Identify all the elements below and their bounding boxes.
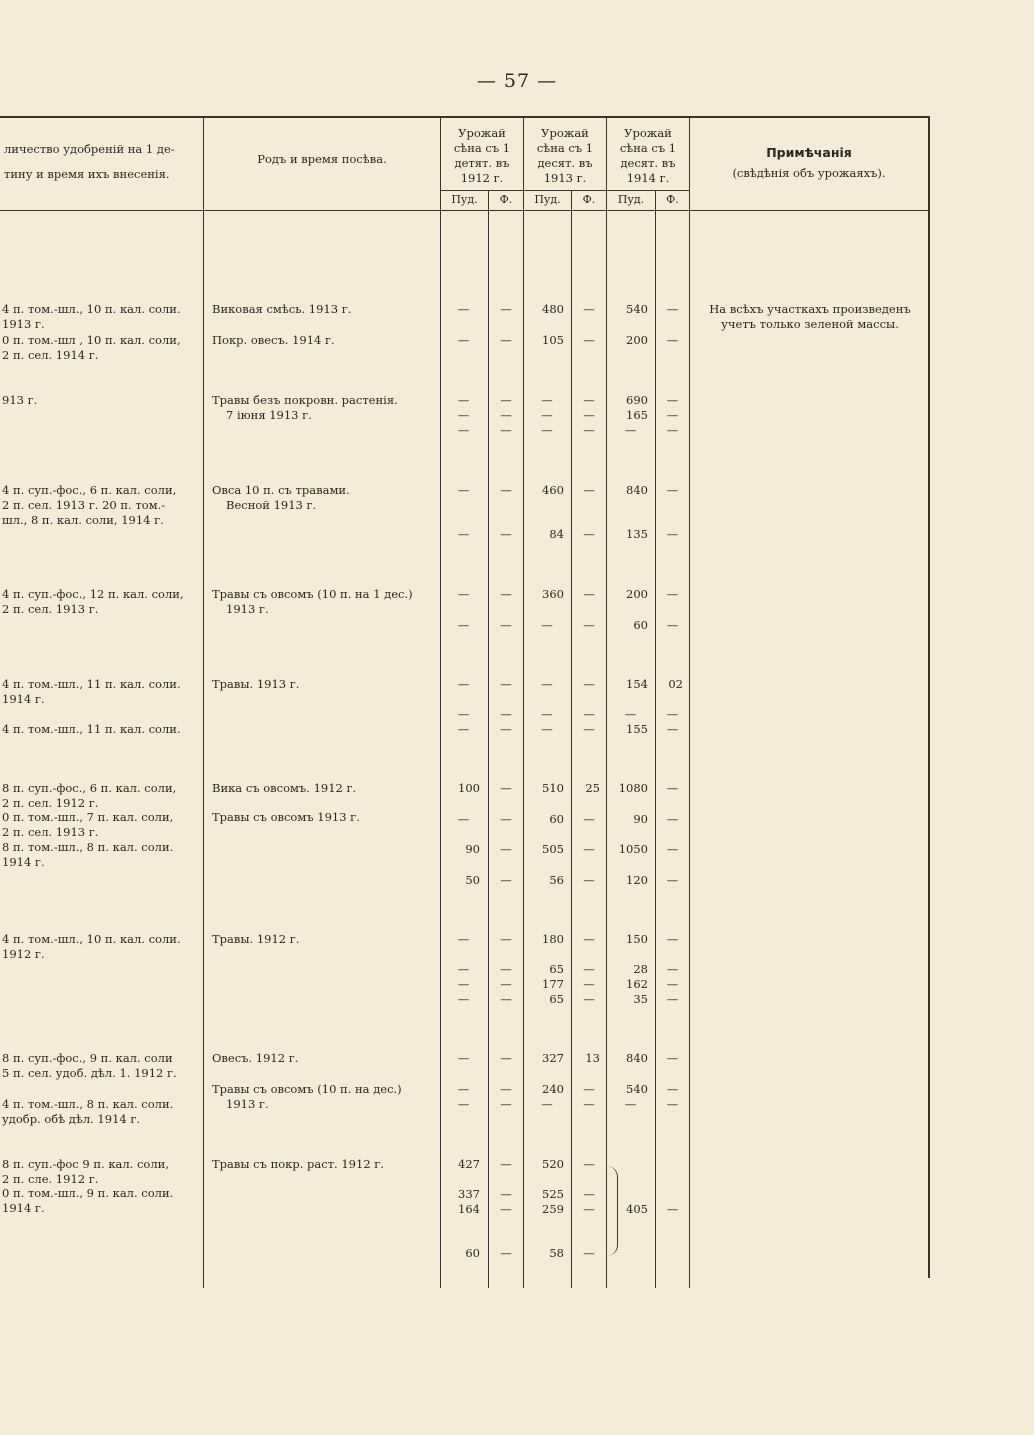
yield-cell: — bbox=[457, 1097, 470, 1111]
yield-cell: — bbox=[541, 423, 553, 437]
yield-cell: — bbox=[500, 302, 512, 316]
crop-line: Травы. 1913 г. bbox=[212, 677, 300, 691]
yield-cell: — bbox=[666, 483, 679, 497]
yield-cell: — bbox=[583, 812, 595, 826]
yield-cell: — bbox=[457, 962, 470, 976]
yield-cell: 840 bbox=[626, 483, 648, 497]
yield-cell: — bbox=[457, 483, 470, 497]
yield-cell: 02 bbox=[668, 677, 683, 691]
subheader-f-1914: Ф. bbox=[666, 193, 679, 206]
yield-cell: 25 bbox=[585, 781, 600, 795]
fertilizer-entry bbox=[2, 587, 200, 617]
yield-cell: — bbox=[500, 722, 512, 736]
yield-cell: 150 bbox=[626, 932, 648, 946]
yield-cell: 505 bbox=[542, 842, 564, 856]
crop-entry bbox=[212, 333, 438, 348]
yield-cell: — bbox=[583, 977, 595, 991]
yield-cell: — bbox=[666, 962, 679, 976]
fertilizer-line: 4 п. том.-шл., 8 п. кал. соли. bbox=[2, 1097, 174, 1111]
crop-entry bbox=[212, 677, 438, 692]
fertilizer-entry bbox=[2, 1186, 200, 1216]
crop-line: Травы безъ покровн. растенія. bbox=[212, 393, 398, 407]
subheader-rule-1914 bbox=[607, 190, 689, 191]
yield-cell: — bbox=[583, 1082, 595, 1096]
yield-cell: 60 bbox=[465, 1246, 480, 1260]
yield-cell: — bbox=[541, 707, 553, 721]
yield-cell: — bbox=[500, 527, 512, 541]
yield-cell: — bbox=[500, 423, 512, 437]
crop-line: Овесъ. 1912 г. bbox=[212, 1051, 299, 1065]
yield-cell: — bbox=[500, 587, 512, 601]
yield-cell: — bbox=[666, 1082, 679, 1096]
yield-cell: 259 bbox=[542, 1202, 564, 1216]
crop-line: Вика съ овсомъ. 1912 г. bbox=[212, 781, 357, 795]
fertilizer-entry bbox=[2, 483, 200, 528]
yield-cell: — bbox=[500, 618, 512, 632]
yield-cell: — bbox=[666, 842, 679, 856]
col-rule-fertilizer bbox=[203, 118, 204, 1288]
yield-cell: — bbox=[583, 393, 595, 407]
header-fertilizer: личество удобреній на 1 де- тину и время ихъ внесенія. bbox=[4, 142, 175, 181]
fertilizer-line: 0 п. том.-шл., 9 п. кал. соли. bbox=[2, 1186, 174, 1200]
col-rule-right-edge bbox=[928, 118, 930, 1278]
fertilizer-entry bbox=[2, 722, 200, 737]
header-bottom-rule bbox=[0, 210, 930, 211]
yield-cell: — bbox=[500, 707, 512, 721]
fertilizer-entry bbox=[2, 1157, 200, 1187]
subheader-rule-1913 bbox=[524, 190, 606, 191]
yield-cell: 690 bbox=[626, 393, 648, 407]
col-rule-1912-sub bbox=[488, 190, 489, 1288]
header-yield-1913: Урожай сѣна съ 1 десят. въ 1913 г. bbox=[536, 126, 594, 185]
yield-cell: — bbox=[583, 722, 595, 736]
crop-line: Травы. 1912 г. bbox=[212, 932, 300, 946]
crop-line: 1913 г. bbox=[226, 1097, 269, 1111]
yield-cell: — bbox=[666, 932, 679, 946]
yield-cell: 120 bbox=[626, 873, 648, 887]
crop-line: Весной 1913 г. bbox=[226, 498, 317, 512]
fertilizer-line: 4 п. том.-шл., 11 п. кал. соли. bbox=[2, 677, 181, 691]
yield-cell: 90 bbox=[465, 842, 480, 856]
yield-cell: — bbox=[666, 1202, 679, 1216]
yield-cell: 510 bbox=[542, 781, 564, 795]
crop-entry bbox=[212, 932, 438, 947]
crop-line: Травы съ овсомъ 1913 г. bbox=[212, 810, 360, 824]
yield-cell: — bbox=[457, 677, 470, 691]
fertilizer-entry bbox=[2, 932, 200, 962]
crop-line: Травы съ овсомъ (10 п. на 1 дес.) bbox=[212, 587, 413, 601]
yield-cell: — bbox=[666, 781, 679, 795]
yield-cell: — bbox=[583, 1157, 595, 1171]
yield-cell: — bbox=[624, 1097, 637, 1111]
yield-cell: — bbox=[583, 302, 595, 316]
fertilizer-line: 1913 г. bbox=[2, 317, 45, 331]
header-yield-1912: Урожай сѣна съ 1 детят. въ 1912 г. bbox=[453, 126, 511, 185]
fertilizer-line: 913 г. bbox=[2, 393, 38, 407]
yield-cell: — bbox=[457, 722, 470, 736]
yield-cell: — bbox=[666, 527, 679, 541]
crop-entry bbox=[212, 810, 438, 825]
yield-cell: — bbox=[457, 333, 470, 347]
header-notes: Примѣчанія (свѣдѣнія объ урожаяхъ). bbox=[732, 145, 886, 180]
yield-cell: — bbox=[583, 842, 595, 856]
fertilizer-line: 8 п. суп.-фос., 6 п. кал. соли, bbox=[2, 781, 177, 795]
yield-cell: — bbox=[457, 1051, 470, 1065]
yield-cell: — bbox=[500, 873, 512, 887]
yield-cell: — bbox=[583, 423, 595, 437]
crop-entry bbox=[212, 781, 438, 796]
yield-cell: — bbox=[583, 1202, 595, 1216]
yield-cell: — bbox=[500, 333, 512, 347]
yield-cell: 200 bbox=[626, 587, 648, 601]
yield-cell: — bbox=[500, 977, 512, 991]
yield-cell: — bbox=[583, 408, 595, 422]
yield-cell: 13 bbox=[585, 1051, 600, 1065]
fertilizer-line: удобр. обѣ дѣл. 1914 г. bbox=[2, 1112, 141, 1126]
fertilizer-entry bbox=[2, 840, 200, 870]
yield-cell: 525 bbox=[542, 1187, 564, 1201]
yield-cell: — bbox=[500, 1082, 512, 1096]
yield-cell: 105 bbox=[542, 333, 564, 347]
yield-cell: 154 bbox=[626, 677, 648, 691]
yield-cell: — bbox=[500, 408, 512, 422]
crop-line: Виковая смѣсь. 1913 г. bbox=[212, 302, 352, 316]
yield-cell: 155 bbox=[626, 722, 648, 736]
yield-cell: 50 bbox=[465, 873, 480, 887]
yield-cell: — bbox=[541, 677, 553, 691]
yield-cell: — bbox=[583, 962, 595, 976]
crop-entry bbox=[212, 393, 438, 423]
yield-cell: 65 bbox=[549, 962, 564, 976]
yield-cell: 162 bbox=[626, 977, 648, 991]
fertilizer-entry bbox=[2, 810, 200, 840]
yield-cell: 1080 bbox=[618, 781, 648, 795]
crop-entry bbox=[212, 483, 438, 513]
yield-cell: 337 bbox=[458, 1187, 480, 1201]
yield-cell: — bbox=[500, 1202, 512, 1216]
yield-cell: — bbox=[500, 992, 512, 1006]
crop-line: Покр. овесъ. 1914 г. bbox=[212, 333, 335, 347]
col-rule-1913 bbox=[606, 118, 607, 1288]
fertilizer-line: 8 п. суп.-фос 9 п. кал. соли, bbox=[2, 1157, 169, 1171]
crop-entry bbox=[212, 1157, 438, 1172]
header-yield-1914: Урожай сѣна съ 1 десят. въ 1914 г. bbox=[619, 126, 677, 185]
yield-cell: 200 bbox=[626, 333, 648, 347]
yield-cell: — bbox=[666, 977, 679, 991]
yield-cell: — bbox=[500, 1187, 512, 1201]
yield-cell: — bbox=[624, 707, 637, 721]
fertilizer-line: 4 п. том.-шл., 10 п. кал. соли. bbox=[2, 932, 181, 946]
col-rule-1914 bbox=[689, 118, 690, 1288]
yield-cell: — bbox=[457, 707, 470, 721]
yield-cell: — bbox=[457, 932, 470, 946]
yield-cell: — bbox=[500, 677, 512, 691]
yield-cell: 427 bbox=[458, 1157, 480, 1171]
fertilizer-line: 4 п. том.-шл., 11 п. кал. соли. bbox=[2, 722, 181, 736]
yield-cell: — bbox=[666, 722, 679, 736]
yield-cell: — bbox=[541, 1097, 553, 1111]
yield-cell: — bbox=[583, 483, 595, 497]
subheader-pud-1913: Пуд. bbox=[534, 193, 561, 206]
fertilizer-line: 8 п. суп.-фос., 9 п. кал. соли bbox=[2, 1051, 173, 1065]
yield-cell: 327 bbox=[542, 1051, 564, 1065]
yield-cell: — bbox=[583, 618, 595, 632]
subheader-rule-1912 bbox=[441, 190, 523, 191]
yield-cell: — bbox=[500, 1157, 512, 1171]
fertilizer-entry bbox=[2, 677, 200, 707]
yield-cell: — bbox=[457, 393, 470, 407]
yield-cell: — bbox=[541, 393, 553, 407]
yield-cell: — bbox=[583, 333, 595, 347]
yield-cell: — bbox=[500, 1097, 512, 1111]
yield-cell: — bbox=[541, 618, 553, 632]
yield-cell: 84 bbox=[549, 527, 564, 541]
yield-cell: — bbox=[457, 618, 470, 632]
yield-cell: — bbox=[666, 812, 679, 826]
fertilizer-line: 0 п. том.-шл., 7 п. кал. соли, bbox=[2, 810, 174, 824]
yield-cell: — bbox=[541, 408, 553, 422]
yield-cell: — bbox=[541, 722, 553, 736]
yield-cell: 35 bbox=[633, 992, 648, 1006]
yield-cell: 177 bbox=[542, 977, 564, 991]
yield-cell: — bbox=[666, 423, 679, 437]
yield-cell: — bbox=[500, 483, 512, 497]
yield-cell: 1050 bbox=[618, 842, 648, 856]
header-crop: Родъ и время посѣва. bbox=[257, 152, 387, 166]
yield-cell: 460 bbox=[542, 483, 564, 497]
yield-cell: — bbox=[500, 781, 512, 795]
subheader-pud-1914: Пуд. bbox=[617, 193, 645, 206]
yield-cell: — bbox=[457, 423, 470, 437]
subheader-f-1912: Ф. bbox=[499, 193, 513, 206]
crop-entry bbox=[212, 302, 438, 317]
crop-line: Овса 10 п. съ травами. bbox=[212, 483, 350, 497]
fertilizer-line: 1914 г. bbox=[2, 692, 45, 706]
yield-cell: — bbox=[457, 527, 470, 541]
fertilizer-entry bbox=[2, 302, 200, 332]
yield-cell: — bbox=[583, 1187, 595, 1201]
notes-text: На всѣхъ участкахъ произведенъ учетъ только зеленой массы. bbox=[709, 302, 911, 331]
fertilizer-line: 1914 г. bbox=[2, 855, 45, 869]
brace-1914-merged bbox=[607, 1166, 618, 1256]
yield-cell: — bbox=[666, 408, 679, 422]
yield-cell: — bbox=[457, 408, 470, 422]
fertilizer-entry bbox=[2, 333, 200, 363]
yield-cell: — bbox=[583, 587, 595, 601]
yield-cell: 840 bbox=[626, 1051, 648, 1065]
fertilizer-line: 2 п. сел. 1913 г. bbox=[2, 825, 99, 839]
fertilizer-line: 4 п. том.-шл., 10 п. кал. соли. bbox=[2, 302, 181, 316]
yield-cell: 100 bbox=[458, 781, 480, 795]
yield-cell: 520 bbox=[542, 1157, 564, 1171]
yield-cell: 165 bbox=[626, 408, 648, 422]
yield-cell: — bbox=[457, 302, 470, 316]
fertilizer-line: 2 п. сле. 1912 г. bbox=[2, 1172, 99, 1186]
fertilizer-line: 0 п. том.-шл , 10 п. кал. соли, bbox=[2, 333, 181, 347]
yield-cell: 56 bbox=[549, 873, 564, 887]
yield-cell: 180 bbox=[542, 932, 564, 946]
crop-entry bbox=[212, 1051, 438, 1066]
table-top-rule bbox=[0, 116, 930, 118]
yield-cell: 58 bbox=[549, 1246, 564, 1260]
yield-cell: — bbox=[583, 707, 595, 721]
yield-cell: — bbox=[500, 962, 512, 976]
fertilizer-line: 1912 г. bbox=[2, 947, 45, 961]
yield-cell: — bbox=[666, 873, 679, 887]
page-number: — 57 — bbox=[476, 70, 558, 92]
fertilizer-line: 1914 г. bbox=[2, 1201, 45, 1215]
yield-cell: 90 bbox=[633, 812, 648, 826]
fertilizer-line: 5 п. сел. удоб. дѣл. 1. 1912 г. bbox=[2, 1066, 177, 1080]
yield-cell: 360 bbox=[542, 587, 564, 601]
yield-cell: — bbox=[500, 812, 512, 826]
subheader-f-1913: Ф. bbox=[582, 193, 596, 206]
yield-cell: — bbox=[583, 992, 595, 1006]
yield-cell: 540 bbox=[626, 302, 648, 316]
yield-cell: — bbox=[583, 527, 595, 541]
fertilizer-entry bbox=[2, 393, 200, 408]
yield-cell: — bbox=[666, 618, 679, 632]
yield-cell: 135 bbox=[626, 527, 648, 541]
fertilizer-line: шл., 8 п. кал. соли, 1914 г. bbox=[2, 513, 164, 527]
yield-cell: — bbox=[583, 1097, 595, 1111]
yield-cell: — bbox=[500, 393, 512, 407]
fertilizer-line: 4 п. суп.-фос., 12 п. кал. соли, bbox=[2, 587, 184, 601]
yield-cell: — bbox=[666, 393, 679, 407]
yield-cell: — bbox=[500, 1246, 512, 1260]
yield-cell: 65 bbox=[549, 992, 564, 1006]
crop-line: 7 іюня 1913 г. bbox=[226, 408, 312, 422]
yield-cell: 28 bbox=[633, 962, 648, 976]
yield-cell: 405 bbox=[626, 1202, 648, 1216]
yield-cell: — bbox=[500, 842, 512, 856]
yield-cell: — bbox=[457, 992, 470, 1006]
fertilizer-line: 2 п. сел. 1913 г. bbox=[2, 602, 99, 616]
yield-cell: — bbox=[457, 977, 470, 991]
yield-cell: 60 bbox=[549, 812, 564, 826]
yield-cell: — bbox=[666, 302, 679, 316]
fertilizer-line: 2 п. сел. 1913 г. 20 п. том.- bbox=[2, 498, 166, 512]
crop-line: Травы съ покр. раст. 1912 г. bbox=[212, 1157, 384, 1171]
col-rule-crop bbox=[440, 118, 441, 1288]
col-rule-1914-sub bbox=[655, 190, 656, 1288]
yield-cell: — bbox=[500, 932, 512, 946]
crop-entry bbox=[212, 1082, 438, 1112]
fertilizer-line: 2 п. сел. 1914 г. bbox=[2, 348, 99, 362]
crop-entry bbox=[212, 587, 438, 617]
fertilizer-line: 8 п. том.-шл., 8 п. кал. соли. bbox=[2, 840, 174, 854]
yield-cell: — bbox=[583, 1246, 595, 1260]
yield-cell: 480 bbox=[542, 302, 564, 316]
yield-cell: — bbox=[666, 333, 679, 347]
yield-cell: — bbox=[457, 812, 470, 826]
yield-cell: 164 bbox=[458, 1202, 480, 1216]
yield-cell: — bbox=[666, 992, 679, 1006]
yield-cell: — bbox=[457, 1082, 470, 1096]
fertilizer-entry bbox=[2, 1051, 200, 1081]
fertilizer-line: 4 п. суп.-фос., 6 п. кал. соли, bbox=[2, 483, 177, 497]
fertilizer-entry bbox=[2, 1097, 200, 1127]
fertilizer-line: 2 п. сел. 1912 г. bbox=[2, 796, 99, 810]
yield-cell: — bbox=[583, 932, 595, 946]
yield-cell: — bbox=[583, 873, 595, 887]
yield-cell: — bbox=[666, 587, 679, 601]
fertilizer-entry bbox=[2, 781, 200, 811]
yield-cell: 540 bbox=[626, 1082, 648, 1096]
col-rule-1912 bbox=[523, 118, 524, 1288]
yield-cell: 60 bbox=[633, 618, 648, 632]
yield-cell: — bbox=[457, 587, 470, 601]
yield-cell: — bbox=[666, 1051, 679, 1065]
yield-cell: — bbox=[666, 1097, 679, 1111]
subheader-pud-1912: Пуд. bbox=[451, 193, 478, 206]
yield-cell: — bbox=[666, 707, 679, 721]
yield-cell: 240 bbox=[542, 1082, 564, 1096]
yield-cell: — bbox=[500, 1051, 512, 1065]
yield-cell: — bbox=[624, 423, 637, 437]
col-rule-1913-sub bbox=[571, 190, 572, 1288]
crop-line: Травы съ овсомъ (10 п. на дес.) bbox=[212, 1082, 402, 1096]
yield-cell: — bbox=[583, 677, 595, 691]
crop-line: 1913 г. bbox=[226, 602, 269, 616]
